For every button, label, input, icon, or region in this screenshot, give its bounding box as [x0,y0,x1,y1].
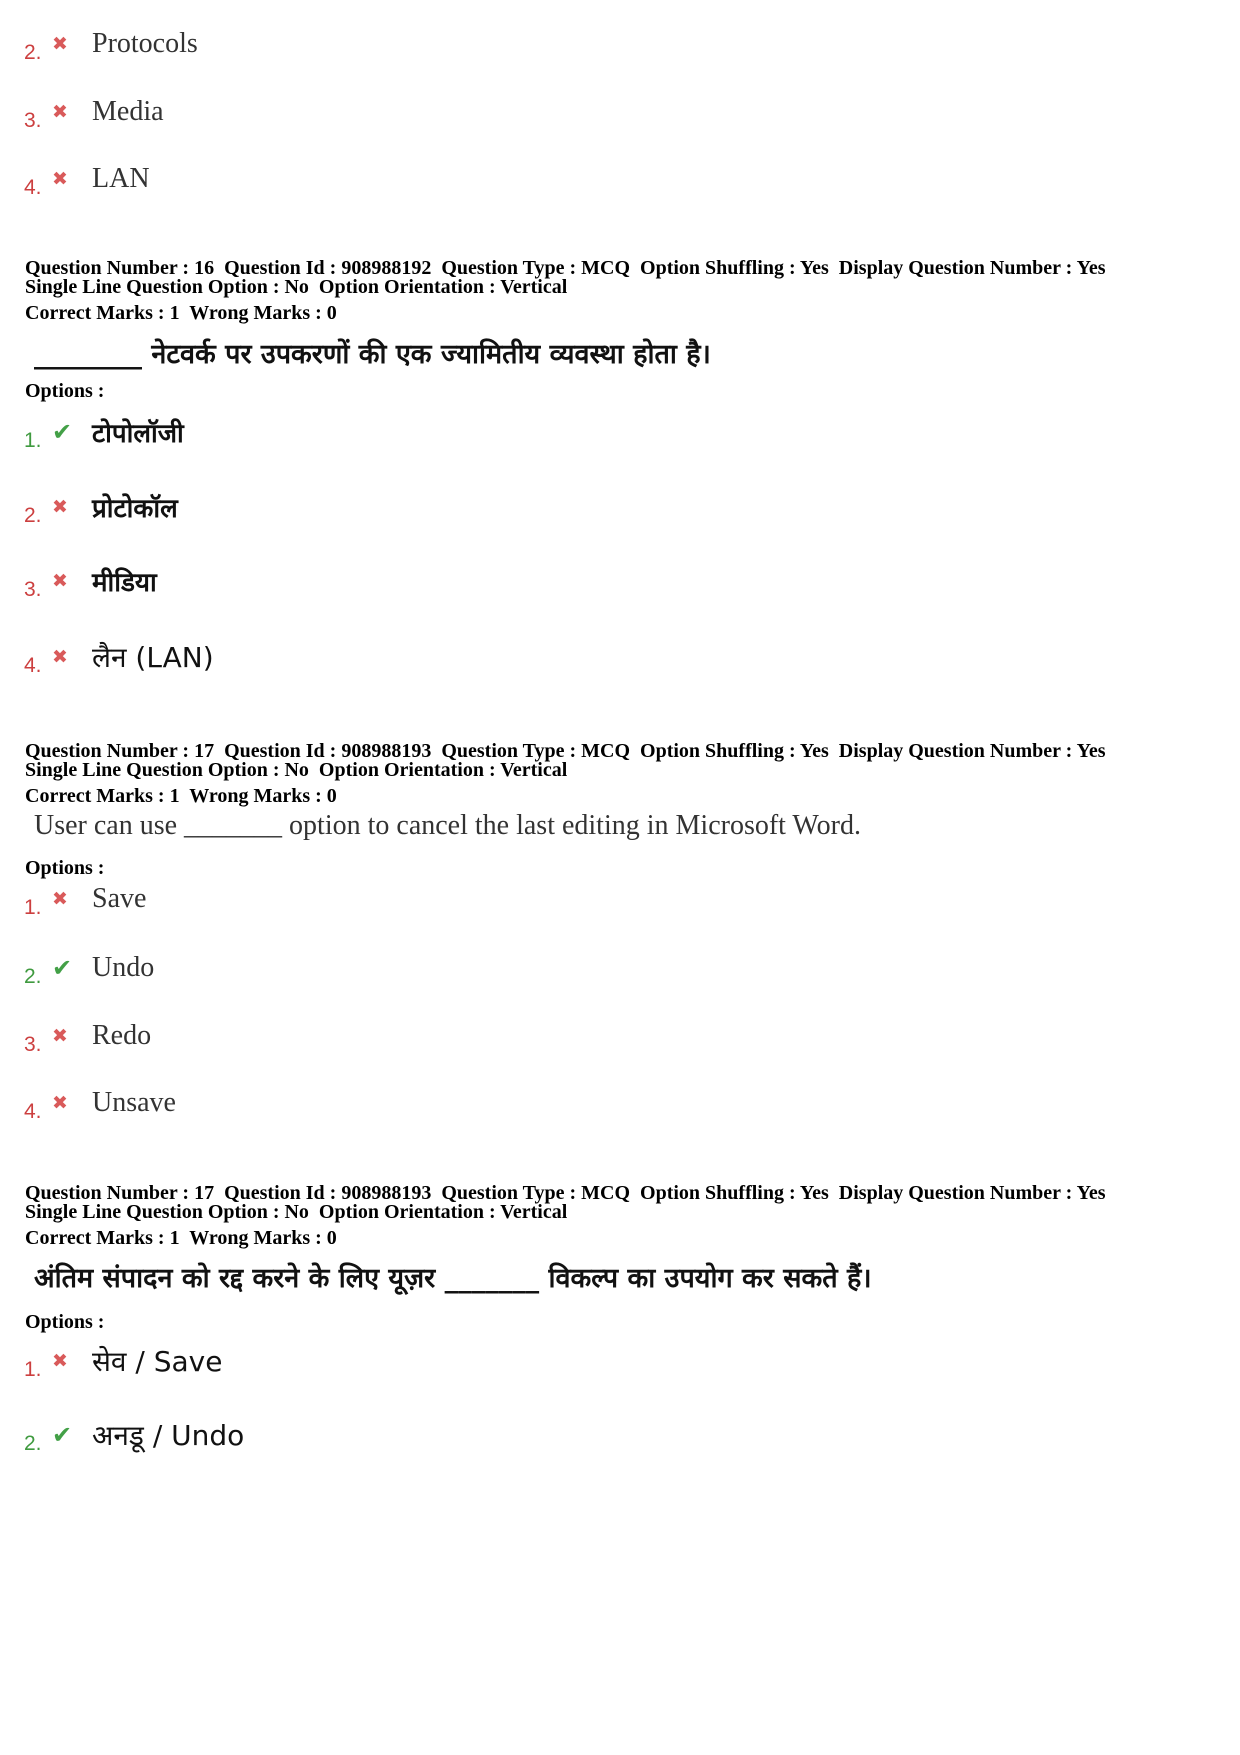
cross-icon: ✖ [52,1092,68,1114]
question-meta-options: Single Line Question Option : No Option Orientation : Vertical [25,276,568,298]
option-row [24,1020,152,1056]
option-number: 1. [24,429,42,452]
question-meta-options: Single Line Question Option : No Option Orientation : Vertical [25,1201,568,1223]
option-text: LAN [92,163,150,194]
options-label: Options : [25,857,105,879]
option-text: Media [92,96,164,127]
option-number: 1. [24,1358,42,1381]
option-number: 4. [24,176,42,199]
option-number: 4. [24,654,42,677]
options-label: Options : [25,380,105,402]
option-number: 3. [24,109,42,132]
question-text: अंतिम संपादन को रद्द करने के लिए यूज़र _______ विकल्प का उपयोग कर सकते हैं। [34,1263,872,1294]
option-text: सेव / Save [92,1345,223,1378]
option-row [24,883,147,919]
check-icon: ✔ [52,418,73,446]
cross-icon: ✖ [52,1350,68,1372]
options-label: Options : [25,1311,105,1333]
option-text: Redo [92,1020,152,1051]
question-marks: Correct Marks : 1 Wrong Marks : 0 [25,785,337,807]
question-meta: Question Number : 16 Question Id : 908988192 Question Type : MCQ Option Shuffling : Yes Display Question Number : Yes [25,257,1106,279]
option-text: अनडू / Undo [92,1419,245,1452]
option-row [24,1342,222,1380]
question-meta: Question Number : 17 Question Id : 908988193 Question Type : MCQ Option Shuffling : Yes Display Question Number : Yes [25,740,1106,762]
option-text: Unsave [92,1087,176,1118]
option-text: Save [92,883,147,914]
option-number: 3. [24,578,42,601]
cross-icon: ✖ [52,646,68,668]
option-text: लैन (LAN) [92,641,214,674]
cross-icon: ✖ [52,33,68,55]
question-text: ________ नेटवर्क पर उपकरणों की एक ज्यामितीय व्यवस्था होता है। [34,339,711,370]
option-number: 2. [24,965,42,988]
question-meta-options: Single Line Question Option : No Option Orientation : Vertical [25,759,568,781]
option-text: Protocols [92,28,198,59]
cross-icon: ✖ [52,101,68,123]
option-row [24,952,155,988]
check-icon: ✔ [52,1421,73,1449]
cross-icon: ✖ [52,1025,68,1047]
option-text: टोपोलॉजी [92,419,184,449]
cross-icon: ✖ [52,168,68,190]
option-number: 3. [24,1033,42,1056]
option-number: 4. [24,1100,42,1123]
question-marks: Correct Marks : 1 Wrong Marks : 0 [25,1227,337,1249]
option-number: 1. [24,896,42,919]
check-icon: ✔ [52,954,73,982]
option-text: Undo [92,952,155,983]
option-row [24,563,157,599]
option-number: 2. [24,504,42,527]
option-text: प्रोटोकॉल [92,494,178,524]
question-meta: Question Number : 17 Question Id : 908988193 Question Type : MCQ Option Shuffling : Yes Display Question Number : Yes [25,1182,1106,1204]
option-row [24,638,214,676]
option-row [24,28,198,64]
option-row [24,1416,244,1454]
cross-icon: ✖ [52,496,68,518]
question-text: User can use _______ option to cancel the last editing in Microsoft Word. [34,810,861,841]
option-number: 2. [24,1432,42,1455]
option-row [24,489,178,525]
question-marks: Correct Marks : 1 Wrong Marks : 0 [25,302,337,324]
cross-icon: ✖ [52,570,68,592]
option-row [24,414,184,450]
option-text: मीडिया [92,568,157,598]
option-row [24,96,164,132]
option-row [24,163,150,199]
option-row [24,1087,176,1123]
cross-icon: ✖ [52,888,68,910]
option-number: 2. [24,41,42,64]
